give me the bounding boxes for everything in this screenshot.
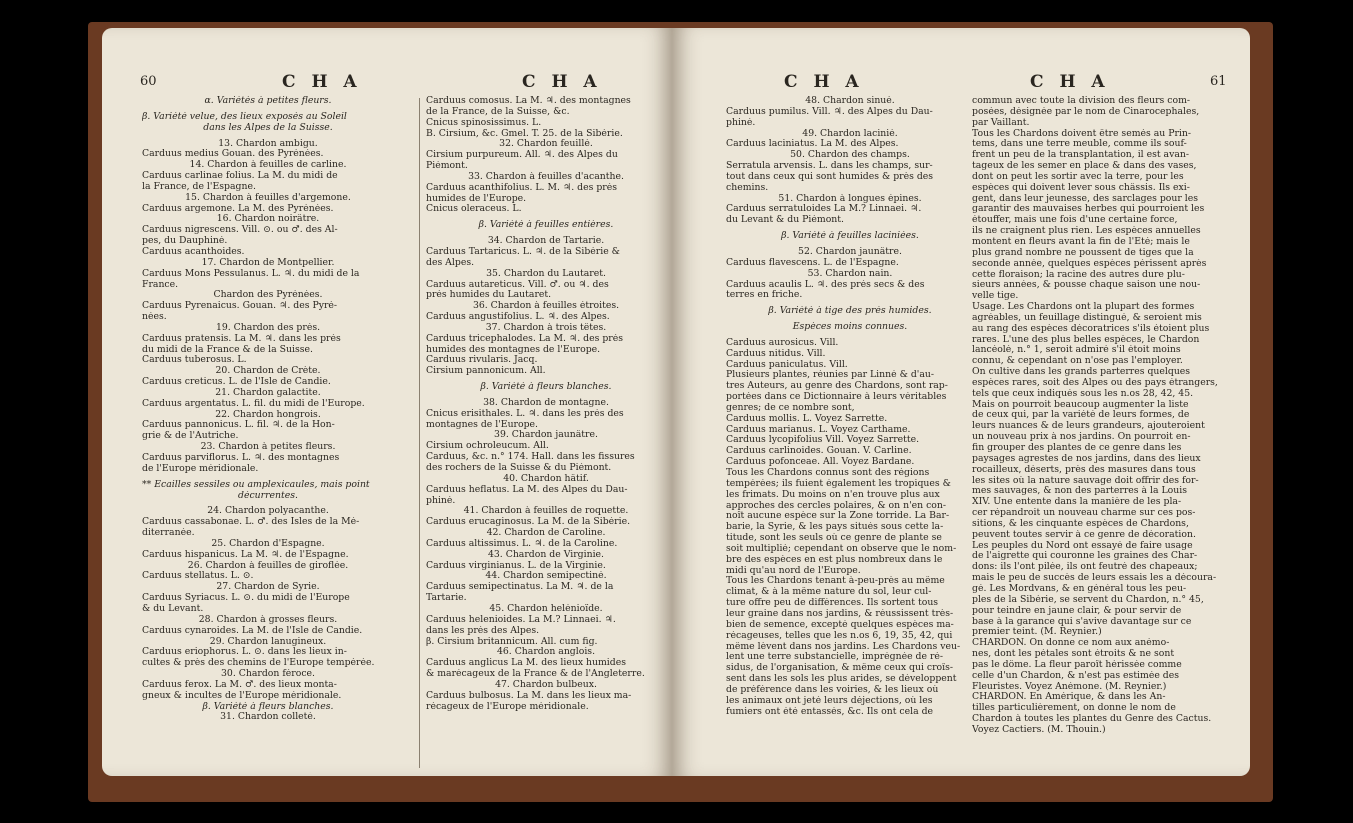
text-line: midi qu'au nord de l'Europe. (726, 565, 861, 576)
text-line: récageux de l'Europe méridionale. (426, 701, 589, 712)
text-line: Carduus, &c. n.° 174. Hall. dans les fissures (426, 452, 635, 463)
text-line: 36. Chardon à feuilles étroites. (472, 301, 620, 312)
text-line: tout dans ceux qui sont humides & près des (726, 171, 934, 182)
text-line: étouffer, mais une fois d'une certaine force, (972, 215, 1178, 226)
text-line: Carduus argemone. La M. des Pyrénées. (142, 203, 334, 214)
text-line: prés humides du Lautaret. (426, 290, 552, 301)
text-line: Carduus serratuloides La M.? Linnaei. ♃. (726, 204, 922, 215)
text-line: Chardon à toutes les plantes du Genre des Cactus. (972, 714, 1212, 725)
text-line: tageux de les semer en place & dans des vases, (972, 161, 1197, 172)
text-line: Carduus medius Gouan. des Pyrénées. (142, 149, 324, 160)
text-line: dans les prés des Alpes. (426, 625, 540, 636)
text-line: Voyez Cactiers. (M. Thouin.) (972, 724, 1106, 735)
text-line: Carduus carlinae folius. La M. du midi de (142, 171, 338, 182)
text-line: tempérées; ils fuient également les tropiques & (726, 478, 951, 489)
text-line: Carduus pumilus. Vill. ♃. des Alpes du Dau- (726, 106, 933, 117)
text-line: phiné. (726, 117, 756, 128)
running-head-right-1: C H A (784, 72, 864, 92)
text-line: Carduus Tartaricus. L. ♃. de la Sibérie & (426, 246, 620, 257)
text-line: humides des montagnes de l'Europe. (426, 344, 601, 355)
text-line: climat, & à la même nature du sol, leur cul- (726, 587, 932, 598)
text-line: Carduus autareticus. Vill. ♂. ou ♃. des (426, 279, 609, 290)
text-line: 19. Chardon des prés. (215, 322, 321, 333)
text-line: Carduus semipectinatus. La M. ♃. de la (426, 582, 614, 593)
text-line: Tous les Chardons tenant à-peu-près au même (726, 576, 945, 587)
text-line: & marécageux de la France & de l'Angleterre. (426, 669, 645, 680)
text-line: 39. Chardon jaunâtre. (494, 430, 598, 441)
text-line: Carduus Mons Pessulanus. L. ♃. du midi de la (142, 268, 360, 279)
text-line: 47. Chardon bulbeux. (495, 679, 597, 690)
text-line: B. Cirsium, &c. Gmel. T. 25. de la Sibérie. (426, 128, 623, 139)
text-line: 27. Chardon de Syrie. (216, 582, 320, 593)
text-line: Mais on pourroit beaucoup augmenter la liste (972, 399, 1189, 410)
text-line: les animaux ont jeté leurs déjections, où les (726, 695, 933, 706)
text-line: Carduus anglicus La M. des lieux humides (426, 658, 627, 669)
text-line: rares. L'une des plus belles espèces, le Chardon (972, 334, 1200, 345)
text-line: frent un peu de la transplantation, il est avan- (972, 150, 1190, 161)
text-line: un nouveau prix à nos jardins. On pourroit en- (972, 432, 1191, 443)
text-line: pas le dôme. La fleur paroît hérissée comme (972, 659, 1182, 670)
text-line: Carduus heflatus. La M. des Alpes du Dau- (426, 484, 628, 495)
text-line: Carduus comosus. La M. ♃. des montagnes (426, 96, 631, 106)
text-line: de ceux qui, par la variété de leurs formes, de (972, 410, 1190, 421)
text-line: Carduus nitidus. Vill. (726, 348, 826, 359)
text-line: 52. Chardon jaunâtre. (798, 246, 902, 257)
text-line: Carduus helenioides. La M.? Linnaei. ♃. (426, 614, 616, 625)
text-line: On cultive dans les grands parterres quelques (972, 367, 1191, 378)
text-line: Carduus creticus. L. de l'Isle de Candie. (142, 377, 331, 388)
text-line: gent, dans leur jeunesse, des sarclages pour les (972, 193, 1198, 204)
text-line: β. Variété à fleurs blanches. (480, 382, 612, 393)
text-line: mes sauvages, & non des parterres à la Louis (972, 486, 1187, 497)
text-line: Cnicus oleraceus. L. (426, 204, 522, 215)
text-line: Carduus altissimus. L. ♃. de la Caroline. (426, 538, 618, 549)
column-rule-left (419, 98, 420, 768)
text-line: sitions, & les cinquante espèces de Chardons, (972, 518, 1189, 529)
text-line: 28. Chardon à grosses fleurs. (198, 614, 338, 625)
text-line: rocailleux, déserts, près des masures dans tous (972, 464, 1196, 475)
text-line: nées. (142, 312, 167, 323)
text-line: dans les Alpes de la Suisse. (203, 122, 333, 133)
text-line: espèces qui doivent lever sous châssis. Ils exi- (972, 182, 1190, 193)
text-line: de la France, de la Suisse, &c. (426, 106, 570, 117)
text-line: Cirsium pannonicum. All. (426, 366, 546, 377)
text-line: α. Variétés à petites fleurs. (204, 96, 332, 106)
text-line: Usage. Les Chardons ont la plupart des formes (972, 302, 1195, 313)
text-line: Carduus bulbosus. La M. dans les lieux ma- (426, 690, 632, 701)
text-line: garantir des mauvaises herbes qui pourroient les (972, 204, 1205, 215)
text-line: Carduus rivularis. Jacq. (426, 355, 538, 366)
text-line: 44. Chardon semipectiné. (485, 571, 607, 582)
text-line: tilles particulièrement, on donne le nom de (972, 703, 1176, 714)
text-line: chemins. (726, 182, 769, 193)
text-line: Carduus erucaginosus. La M. de la Sibérie. (426, 517, 631, 528)
text-line: gé. Les Mordvans, & en général tous les peu- (972, 583, 1187, 594)
left-page-column-2 (426, 96, 666, 712)
text-line: de préférence dans les voiries, & les lieux où (726, 684, 939, 695)
text-line: Carduus acanthifolius. L. M. ♃. des prés (426, 182, 617, 193)
text-line: CHARDON. On donne ce nom aux anémo- (972, 638, 1170, 649)
text-line: Carduus angustifolius. L. ♃. des Alpes. (426, 312, 610, 323)
text-line: leur graine dans nos jardins, & réussissent très- (726, 608, 954, 619)
text-line: β. Variété à feuilles entières. (478, 220, 614, 231)
text-line: Fleuristes. Voyez Anémone. (M. Reynier.) (972, 681, 1167, 692)
running-head-left-1: C H A (282, 72, 362, 92)
page-number-right: 61 (1210, 74, 1227, 89)
text-line: 50. Chardon des champs. (790, 150, 910, 161)
text-line: fumiers ont été entassés, &c. Ils ont cela de (726, 706, 934, 717)
text-line: Tartarie. (426, 593, 467, 604)
text-line: 21. Chardon galactite. (215, 387, 321, 398)
text-line: β. Variété à feuilles laciniées. (781, 231, 919, 242)
text-line: montent en fleurs avant la fin de l'Eté; mais le (972, 236, 1190, 247)
text-line: β. Cirsium britannicum. All. cum fig. (426, 636, 598, 647)
text-line: XIV. Une entente dans la manière de les pla- (972, 497, 1182, 508)
text-line: peuvent toutes servir à ce genre de décoration. (972, 529, 1196, 540)
running-head-right-2: C H A (1030, 72, 1110, 92)
text-line: Cirsium ochroleucum. All. (426, 441, 549, 452)
text-line: pour teindre en jaune clair, & pour servir de (972, 605, 1182, 616)
text-line: Plusieurs plantes, réunies par Linné & d'au- (726, 370, 934, 381)
text-line: 45. Chardon helénioïde. (489, 603, 603, 614)
text-line: 43. Chardon de Virginie. (487, 549, 605, 560)
running-head-left-2: C H A (522, 72, 602, 92)
text-line: fin grouper des plantes de ce genre dans les (972, 443, 1182, 453)
text-line: Carduus acanthoides. (142, 246, 245, 257)
text-line: 29. Chardon lanugineux. (209, 636, 327, 647)
text-line: Carduus pannonicus. L. fil. ♃. de la Hon- (142, 420, 335, 431)
text-line: plus grand nombre ne poussent de tiges que la (972, 247, 1194, 258)
text-line: dont on peut les sortir avec la terre, pour les (972, 171, 1184, 182)
text-line: Carduus paniculatus. Vill. (726, 359, 848, 370)
text-line: 42. Chardon de Caroline. (486, 528, 606, 539)
text-line: Carduus flavescens. L. de l'Espagne. (726, 257, 899, 268)
text-line: Carduus hispanicus. La M. ♃. de l'Espagne. (142, 549, 349, 560)
text-line: base à la garance qui s'avive davantage sur ce (972, 616, 1192, 627)
text-line: de l'Europe méridionale. (142, 463, 259, 474)
text-line: β. Variété à tige des prés humides. (768, 306, 932, 317)
text-line: 14. Chardon à feuilles de carline. (189, 160, 347, 171)
text-line: β. Variété à fleurs blanches. (202, 701, 334, 712)
text-line: Les peuples du Nord ont essayé de faire usage (972, 540, 1193, 551)
text-line: Carduus acaulis L. ♃. des prés secs & des (726, 279, 925, 290)
text-line: 22. Chardon hongrois. (215, 409, 321, 420)
text-line: Carduus carlinoides. Gouan. V. Carline. (726, 446, 912, 457)
text-line: des Alpes. (426, 257, 475, 268)
text-line: récageuses, telles que les n.os 6, 19, 35, 42, qui (726, 630, 953, 641)
text-line: noît aucune espèce sur la Zone torride. La Bar- (726, 511, 950, 522)
text-line: Carduus ferox. La M. ♂. des lieux monta- (142, 679, 337, 690)
text-line: Carduus nigrescens. Vill. ⊙. ou ♂. des Al- (142, 225, 338, 236)
text-line: décurrentes. (238, 490, 298, 501)
text-line: Chardon des Pyrénées. (213, 290, 323, 301)
text-line: Cnicus erisithales. L. ♃. dans les prés des (426, 408, 624, 419)
text-line: soit multiplié; cependant on observe que le nom- (726, 543, 957, 554)
text-line: nes, dont les pétales sont étroits & ne sont (972, 649, 1175, 660)
right-page (672, 28, 1250, 776)
text-line: 40. Chardon hâtif. (503, 473, 589, 484)
text-line: celle d'un Chardon, & n'est pas estimée des (972, 670, 1180, 681)
text-line: posées, désignée par le nom de Cinarocephales, (972, 106, 1200, 117)
text-line: Piémont. (426, 161, 468, 172)
text-line: agréables, un feuillage distingué, & seroient mis (972, 312, 1202, 323)
text-line: lancéolé, n.° 1, seroit admiré s'il étoit moins (972, 345, 1181, 356)
text-line: même lèvent dans nos jardins. Les Chardons veu- (726, 641, 961, 652)
text-line: ** Ecailles sessiles ou amplexicaules, mais point (142, 479, 370, 490)
text-line: 24. Chardon polyacanthe. (207, 506, 329, 517)
text-line: cette floraison; la racine des autres dure plu- (972, 269, 1185, 280)
text-line: connu, & cependant on n'ose pas l'employer. (972, 356, 1183, 367)
text-line: Carduus mollis. L. Voyez Sarrette. (726, 413, 888, 424)
text-line: grie & de l'Autriche. (142, 431, 239, 442)
text-line: Carduus aurosicus. Vill. (726, 337, 839, 348)
text-line: Carduus parviflorus. L. ♃. des montagnes (142, 453, 340, 463)
text-line: Carduus cassabonae. L. ♂. des Isles de la Mé- (142, 517, 360, 528)
text-line: 33. Chardon à feuilles d'acanthe. (468, 171, 624, 182)
text-line: Carduus laciniatus. La M. des Alpes. (726, 139, 899, 150)
text-line: Carduus stellatus. L. ⊙. (142, 571, 254, 582)
text-line: bre des espèces en est plus nombreux dans le (726, 554, 943, 565)
text-line: Carduus Pyrenaicus. Gouan. ♃. des Pyré- (142, 301, 338, 312)
text-line: 37. Chardon à trois têtes. (485, 322, 607, 333)
text-line: 16. Chardon noirâtre. (216, 214, 320, 225)
text-line: espèces rares, soit des Alpes ou des pays étrangers, (972, 377, 1218, 388)
text-line: cultes & près des chemins de l'Europe tempérée. (142, 658, 375, 669)
text-line: titude, sont les seuls où ce genre de plante se (726, 533, 942, 544)
text-line: Carduus lycopifolius Vill. Voyez Sarrette. (726, 435, 920, 446)
text-line: 38. Chardon de montagne. (483, 397, 609, 408)
text-line: 41. Chardon à feuilles de roquette. (463, 506, 629, 517)
text-line: 23. Chardon à petites fleurs. (200, 442, 336, 453)
text-line: 35. Chardon du Lautaret. (486, 268, 606, 279)
text-line: commun avec toute la division des fleurs com- (972, 96, 1191, 106)
text-line: de l'aigrette qui couronne les graines des Char- (972, 551, 1198, 562)
text-line: pes, du Dauphiné. (142, 236, 228, 247)
text-line: les sites où la nature sauvage doit offrir des for- (972, 475, 1199, 486)
text-line: Carduus marianus. L. Voyez Carthame. (726, 424, 911, 435)
text-line: les frimats. Du moins on n'en trouve plus aux (726, 489, 940, 500)
text-line: Carduus eriophorus. L. ⊙. dans les lieux in- (142, 647, 347, 658)
text-line: diterranée. (142, 528, 195, 539)
text-line: ples de la Sibérie, se servent du Chardon, n.° 45, (972, 594, 1204, 605)
text-line: Espèces moins connues. (792, 322, 908, 333)
text-line: 25. Chardon d'Espagne. (211, 538, 325, 549)
text-line: leurs nuances & de leurs grandeurs, ajouteroient (972, 421, 1205, 432)
text-line: gneux & incultes de l'Europe méridionale. (142, 690, 342, 701)
text-line: velle tige. (972, 291, 1019, 302)
text-line: 17. Chardon de Montpellier. (201, 257, 335, 268)
text-line: & du Levant. (142, 603, 204, 614)
text-line: CHARDON. En Amérique, & dans les An- (972, 692, 1166, 703)
text-line: paysages agrestes de nos jardins, dans des lieux (972, 453, 1201, 464)
page-number-left: 60 (140, 74, 157, 89)
text-line: Tous les Chardons doivent être semés au Prin- (972, 128, 1192, 139)
right-page-column-2 (972, 96, 1230, 736)
text-line: 20. Chardon de Crète. (215, 366, 321, 377)
text-line: tems, dans une terre meuble, comme ils souf- (972, 139, 1187, 150)
text-line: humides de l'Europe. (426, 193, 527, 204)
text-line: 30. Chardon féroce. (221, 669, 315, 680)
text-line: Carduus Syriacus. L. ⊙. du midi de l'Europe (142, 593, 350, 604)
text-line: au rang des espèces décoratrices s'ils étoient plus (972, 323, 1210, 334)
text-line: lent une terre substancielle, imprégnée de ré- (726, 652, 944, 663)
text-line: sent dans les sols les plus arides, se développent (726, 674, 957, 685)
text-line: du Levant & du Piémont. (726, 215, 844, 226)
text-line: Carduus tricephalodes. La M. ♃. des prés (426, 333, 623, 344)
text-line: Serratula arvensis. L. dans les champs, sur- (726, 161, 933, 172)
left-page (102, 28, 672, 776)
text-line: France. (142, 279, 179, 290)
text-line: ture offre peu de différences. Ils sortent tous (726, 598, 939, 609)
text-line: montagnes de l'Europe. (426, 419, 539, 430)
text-line: 51. Chardon à longues épines. (778, 193, 922, 204)
text-line: la France, de l'Espagne. (142, 181, 256, 192)
text-line: 46. Chardon anglois. (496, 647, 596, 658)
text-line: Cirsium purpureum. All. ♃. des Alpes du (426, 150, 618, 161)
text-line: phiné. (426, 495, 456, 506)
text-line: 31. Chardon colleté. (220, 712, 316, 723)
text-line: 15. Chardon à feuilles d'argemone. (185, 192, 351, 203)
text-line: mais le peu de succès de leurs essais les a découra- (972, 573, 1217, 584)
text-line: 34. Chardon de Tartarie. (487, 236, 605, 247)
text-line: 32. Chardon feuillé. (499, 139, 593, 150)
text-line: 49. Chardon lacinié. (802, 128, 898, 139)
text-line: Carduus pofonceae. All. Voyez Bardane. (726, 457, 915, 468)
left-page-column-1 (142, 96, 394, 723)
text-line: Tous les Chardons connus sont des régions (726, 468, 930, 478)
text-line: bien de semence, excepté quelques espèces ma- (726, 619, 954, 630)
text-line: par Vaillant. (972, 117, 1030, 128)
text-line: Carduus cynaroides. La M. de l'Isle de Candie. (142, 625, 363, 636)
text-line: seconde année, quelques espèces périssent après (972, 258, 1207, 269)
text-line: Carduus virginianus. L. de la Virginie. (426, 560, 606, 571)
text-line: cer répandroit un nouveau charme sur ces pos- (972, 508, 1196, 519)
right-page-column-1 (726, 96, 974, 717)
text-line: du midi de la France & de la Suisse. (142, 344, 313, 355)
text-line: genres; de ce nombre sont, (726, 402, 855, 413)
text-line: approches des cercles polaires, & on n'en con- (726, 500, 947, 511)
text-line: ils ne craignent plus rien. Les espèces annuelles (972, 226, 1201, 237)
text-line: 13. Chardon ambigu. (218, 138, 318, 149)
text-line: dons: ils l'ont pilée, ils ont feutré des chapeaux; (972, 562, 1198, 573)
text-line: β. Variété velue, des lieux exposés au Soleil (142, 111, 347, 122)
text-line: terres en friche. (726, 290, 803, 301)
text-line: 26. Chardon à feuilles de giroflée. (187, 560, 349, 571)
text-line: Cnicus spinosissimus. L. (426, 117, 542, 128)
text-line: tels que ceux indiqués sous les n.os 28, 42, 45. (972, 388, 1194, 399)
text-line: Carduus pratensis. La M. ♃. dans les prés (142, 333, 341, 344)
text-line: sieurs années, & pousse chaque saison une nou- (972, 280, 1201, 291)
text-line: barie, la Syrie, & les pays situés sous cette la- (726, 522, 944, 533)
text-line: Carduus tuberosus. L. (142, 355, 247, 366)
text-line: 48. Chardon sinué. (805, 96, 895, 106)
text-line: des rochers de la Suisse & du Piémont. (426, 463, 612, 473)
text-line: premier teint. (M. Reynier.) (972, 627, 1102, 638)
text-line: 53. Chardon nain. (807, 268, 893, 279)
text-line: sidus, de l'organisation, & même ceux qui croîs- (726, 663, 954, 674)
text-line: Carduus argentatus. L. fil. du midi de l'Europe. (142, 398, 365, 409)
text-line: tres Auteurs, au genre des Chardons, sont rap- (726, 381, 948, 392)
text-line: portées dans ce Dictionnaire à leurs véritables (726, 392, 947, 403)
